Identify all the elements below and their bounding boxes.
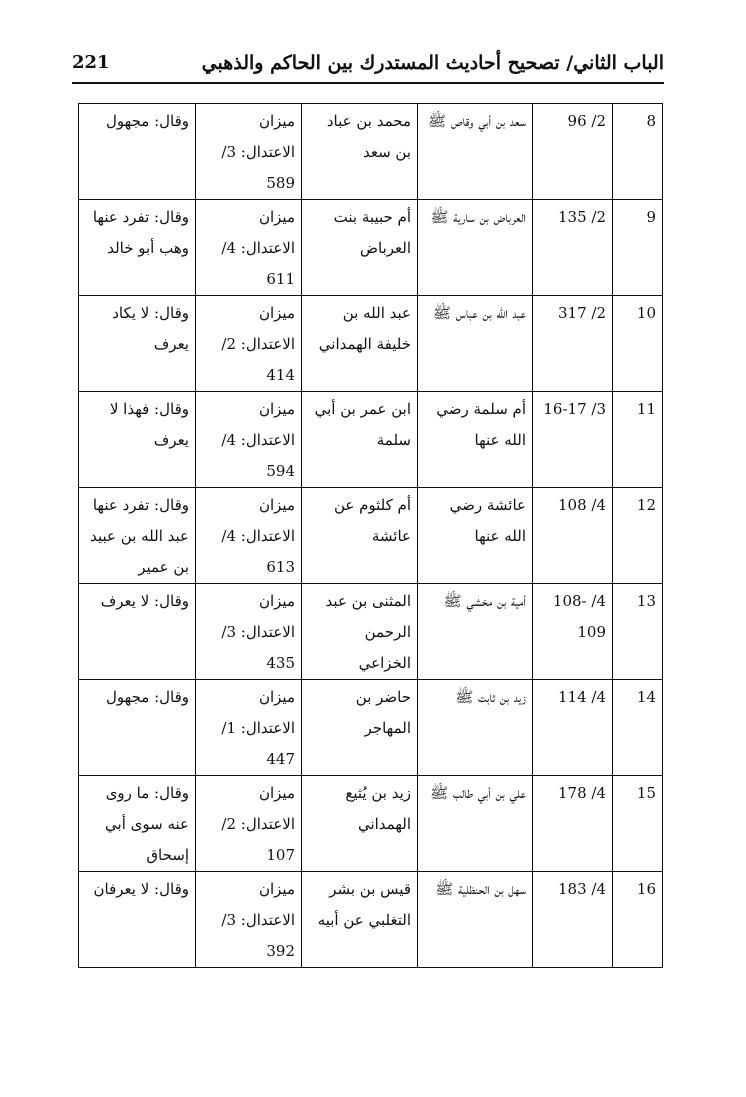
mustadrak-reference: 2/ 135 xyxy=(533,200,613,296)
source-reference: ميزان الاعتدال: 4/ 611 xyxy=(196,200,302,296)
source-reference: ميزان الاعتدال: 4/ 594 xyxy=(196,392,302,488)
weak-narrator: ابن عمر بن أبي سلمة xyxy=(302,392,418,488)
mustadrak-reference: 3/ 16-17 xyxy=(533,392,613,488)
source-reference: ميزان الاعتدال: 3/ 435 xyxy=(196,584,302,680)
weak-narrator: قيس بن بشر التغلبي عن أبيه xyxy=(302,872,418,968)
weak-narrator: زيد بن يُثيع الهمداني xyxy=(302,776,418,872)
table-row xyxy=(79,680,663,776)
header-title: الباب الثاني/ تصحيح أحاديث المستدرك بين الحاكم والذهبي xyxy=(201,52,664,74)
weak-narrator: المثنى بن عبد الرحمن الخزاعي xyxy=(302,584,418,680)
mustadrak-reference: 4/ 114 xyxy=(533,680,613,776)
table-row xyxy=(79,776,663,872)
companion-narrator: أم سلمة رضي الله عنها xyxy=(418,392,533,488)
table-row xyxy=(79,872,663,968)
mustadrak-reference: 4/ 183 xyxy=(533,872,613,968)
companion-narrator: سهل بن الحنظلية ﷺ xyxy=(418,872,533,968)
dhahabi-note: وقال: لا يعرف xyxy=(79,584,196,680)
companion-narrator: عائشة رضي الله عنها xyxy=(418,488,533,584)
companion-narrator: عبد الله بن عباس ﷺ xyxy=(418,296,533,392)
dhahabi-note: وقال: فهذا لا يعرف xyxy=(79,392,196,488)
dhahabi-note: وقال: لا يعرفان xyxy=(79,872,196,968)
hadith-table xyxy=(78,103,663,968)
mustadrak-reference: 2/ 317 xyxy=(533,296,613,392)
row-number: 11 xyxy=(613,392,663,488)
source-reference: ميزان الاعتدال: 3/ 589 xyxy=(196,104,302,200)
row-number: 9 xyxy=(613,200,663,296)
weak-narrator: عبد الله بن خليفة الهمداني xyxy=(302,296,418,392)
row-number: 15 xyxy=(613,776,663,872)
dhahabi-note: وقال: ما روى عنه سوى أبي إسحاق xyxy=(79,776,196,872)
source-reference: ميزان الاعتدال: 4/ 613 xyxy=(196,488,302,584)
row-number: 16 xyxy=(613,872,663,968)
companion-narrator: زيد بن ثابت ﷺ xyxy=(418,680,533,776)
mustadrak-reference: 4/ 108-109 xyxy=(533,584,613,680)
dhahabi-note: وقال: مجهول xyxy=(79,680,196,776)
weak-narrator: أم حبيبة بنت العرباض xyxy=(302,200,418,296)
table-row xyxy=(79,296,663,392)
companion-narrator: أمية بن مخشي ﷺ xyxy=(418,584,533,680)
row-number: 10 xyxy=(613,296,663,392)
mustadrak-reference: 4/ 178 xyxy=(533,776,613,872)
companion-narrator: سعد بن أبي وقاص ﷺ xyxy=(418,104,533,200)
companion-narrator: العرباض بن سارية ﷺ xyxy=(418,200,533,296)
row-number: 12 xyxy=(613,488,663,584)
weak-narrator: محمد بن عباد بن سعد xyxy=(302,104,418,200)
mustadrak-reference: 4/ 108 xyxy=(533,488,613,584)
source-reference: ميزان الاعتدال: 2/ 107 xyxy=(196,776,302,872)
table-row xyxy=(79,200,663,296)
source-reference: ميزان الاعتدال: 2/ 414 xyxy=(196,296,302,392)
weak-narrator: أم كلثوم عن عائشة xyxy=(302,488,418,584)
table-row xyxy=(79,392,663,488)
source-reference: ميزان الاعتدال: 3/ 392 xyxy=(196,872,302,968)
table-row xyxy=(79,584,663,680)
weak-narrator: حاضر بن المهاجر xyxy=(302,680,418,776)
dhahabi-note: وقال: تفرد عنها عبد الله بن عبيد بن عمير xyxy=(79,488,196,584)
table-row xyxy=(79,104,663,200)
row-number: 14 xyxy=(613,680,663,776)
table-row xyxy=(79,488,663,584)
page-header xyxy=(72,48,664,84)
dhahabi-note: وقال: مجهول xyxy=(79,104,196,200)
page-number: 221 xyxy=(72,52,110,73)
dhahabi-note: وقال: لا يكاد يعرف xyxy=(79,296,196,392)
source-reference: ميزان الاعتدال: 1/ 447 xyxy=(196,680,302,776)
dhahabi-note: وقال: تفرد عنها وهب أبو خالد xyxy=(79,200,196,296)
row-number: 13 xyxy=(613,584,663,680)
row-number: 8 xyxy=(613,104,663,200)
mustadrak-reference: 2/ 96 xyxy=(533,104,613,200)
companion-narrator: علي بن أبي طالب ﷺ xyxy=(418,776,533,872)
